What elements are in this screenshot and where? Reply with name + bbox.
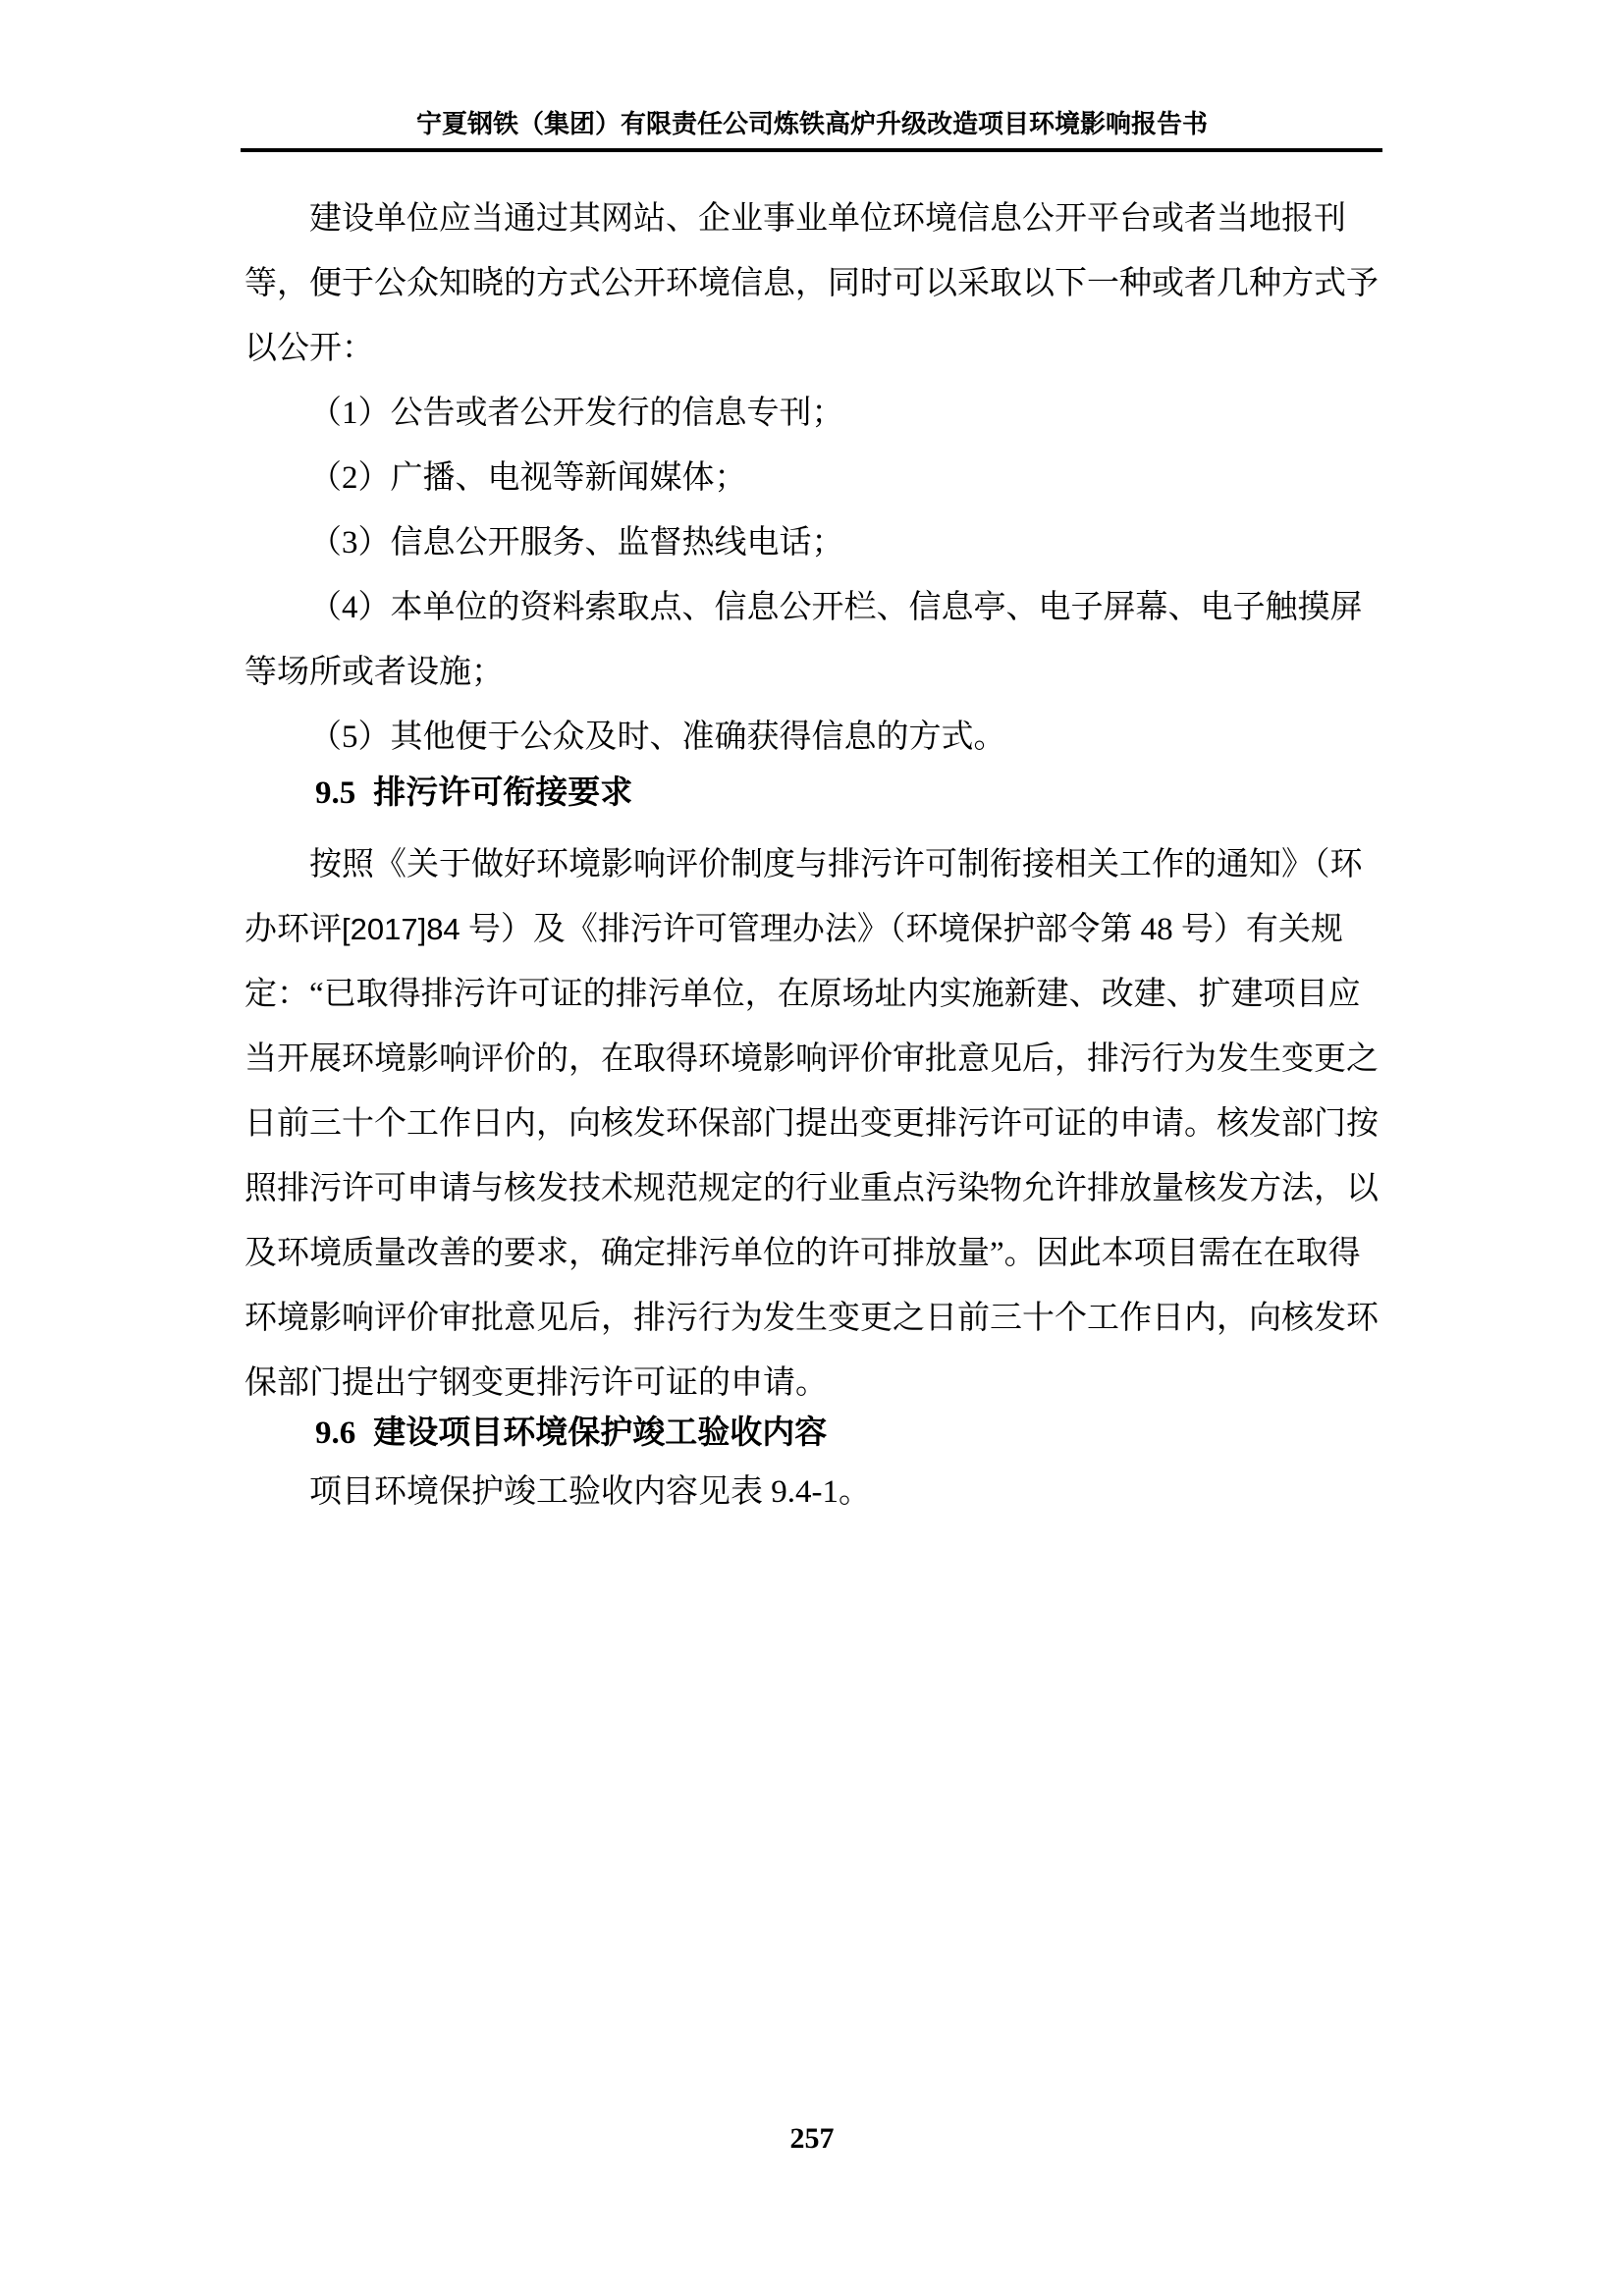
list-item: （1）公告或者公开发行的信息专刊； bbox=[309, 396, 844, 431]
paragraph-text-segment: 号）及《排污许可管理办法》（环境保护部令第 48 号）有关规 定：“已取得排污许可证的排污单位，在原场址内实施新建、改建、扩建项目应 当开展环境影响评价的，在取得环境影响评价审批意见后，排污行为发生变更之 日前三十个工作日内，向核发环保部门提出变更排污许可证的申请。核发部门按 照排污许可申请与核发技术规范规定的行业重点污染物允许排放量核发方法，以 及环境质量改善的要求，确定排污单位的许可排放量”。因此本项目需在在取得 环境影响评价审批意见后，排污行为发生变更之日前三十个工作日内，向核发环 保部门提出宁钢变更排污许可证的申请。 bbox=[244, 912, 1379, 1401]
header-divider-rule bbox=[241, 148, 1382, 152]
section-number: 9.5 bbox=[315, 775, 356, 811]
section-title: 建设项目环境保护竣工验收内容 bbox=[373, 1415, 828, 1451]
intro-paragraph: 建设单位应当通过其网站、企业事业单位环境信息公开平台或者当地报刊 等，便于公众知晓的方式公开环境信息，同时可以采取以下一种或者几种方式予 以公开： bbox=[244, 201, 1379, 366]
document-body bbox=[244, 187, 1380, 1524]
list-item: （2）广播、电视等新闻媒体； bbox=[309, 460, 747, 496]
running-header-title: 宁夏钢铁（集团）有限责任公司炼铁高炉升级改造项目环境影响报告书 bbox=[415, 110, 1208, 138]
list-item: （3）信息公开服务、监督热线电话； bbox=[309, 525, 844, 561]
section-heading-9-6 bbox=[244, 1410, 1380, 1457]
list-item: （5）其他便于公众及时、准确获得信息的方式。 bbox=[309, 720, 1006, 755]
section-9-5-paragraph bbox=[244, 832, 1380, 1415]
section-9-6-paragraph: 项目环境保护竣工验收内容见表 9.4-1。 bbox=[309, 1474, 871, 1510]
section-number: 9.6 bbox=[315, 1415, 356, 1451]
section-title: 排污许可衔接要求 bbox=[373, 775, 633, 811]
document-reference-number: [2017]84 bbox=[342, 912, 460, 946]
paragraph-text-segment: 按照《关于做好环境影响评价制度与排污许可制衔接相关工作的通知》（环 办环评 bbox=[244, 847, 1363, 947]
list-item: （4）本单位的资料索取点、信息公开栏、信息亭、电子屏幕、电子触摸屏 等场所或者设施； bbox=[244, 590, 1363, 690]
section-heading-9-5 bbox=[244, 770, 1380, 817]
page-number: 257 bbox=[789, 2122, 835, 2155]
